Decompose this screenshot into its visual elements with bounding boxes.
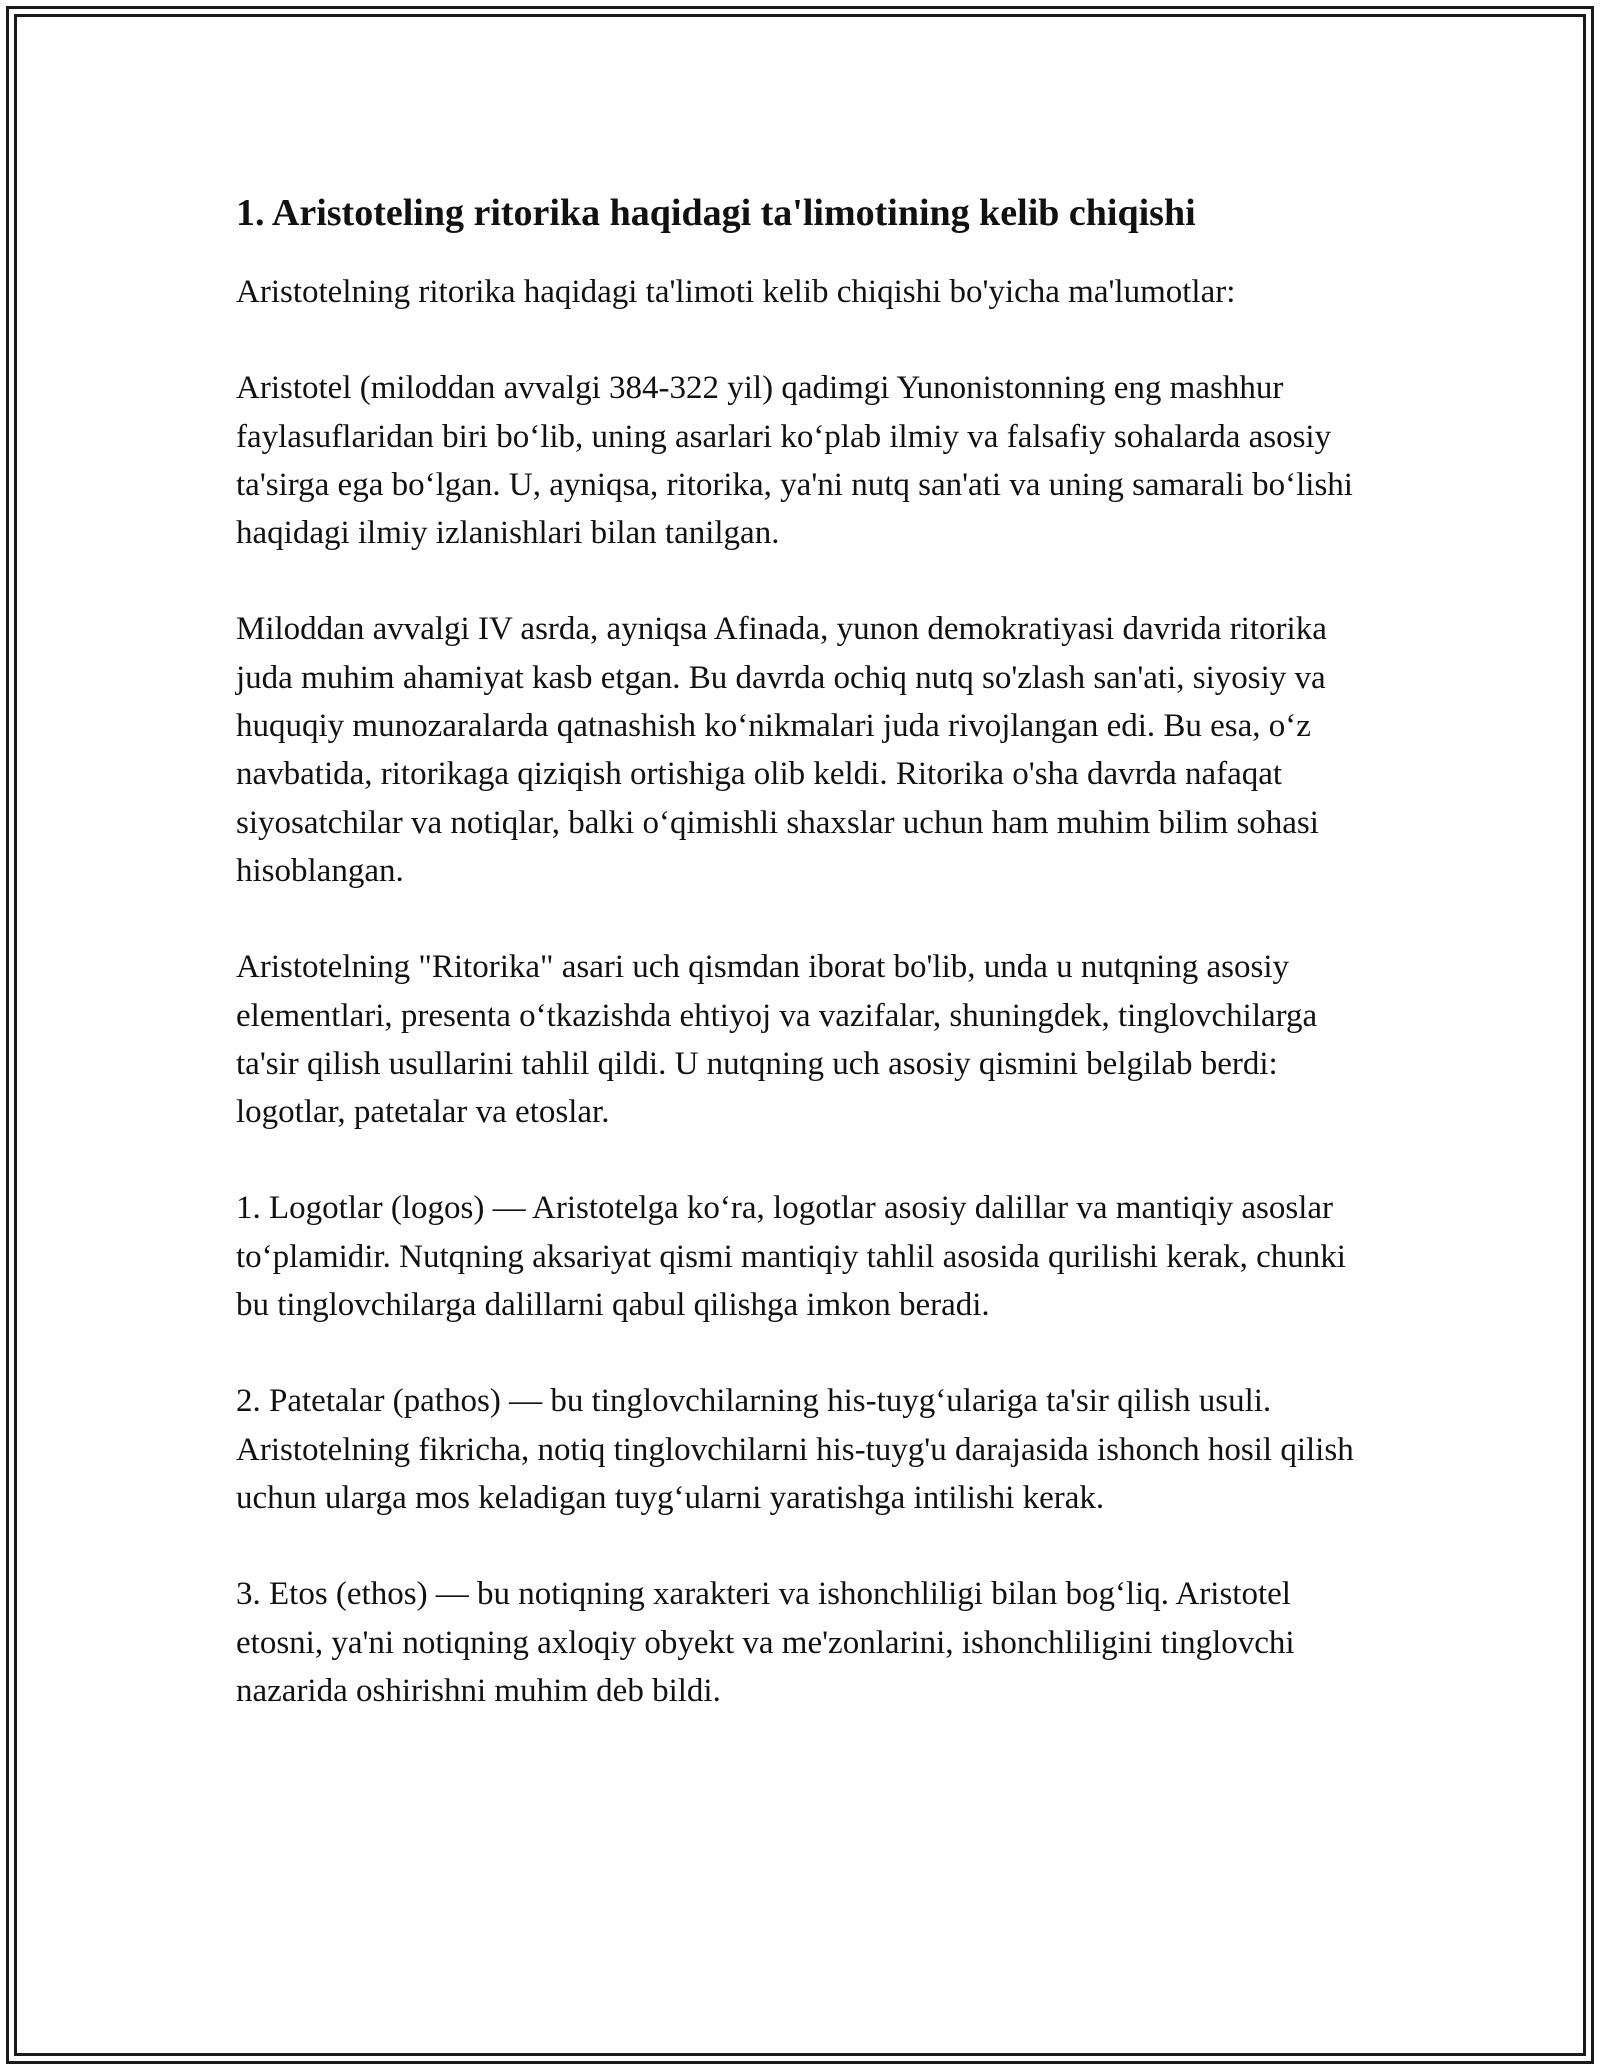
paragraph-ethos: 3. Etos (ethos) — bu notiqning xarakteri va ishonchliligi bilan bog‘liq. Aristotel etosni, ya'ni notiqning axloqiy obyekt va me'zonlarini, ishonchliligini tinglovchi nazarida oshirishni muhim deb bildi.	[236, 1576, 1295, 1709]
paragraph-rhetoric-work: Aristotelning "Ritorika" asari uch qismdan iborat bo'lib, unda u nutqning asosiy elementlari, presenta o‘tkazishda ehtiyoj va vazifalar, shuningdek, tinglovchilarga ta'sir qilish usullarini tahlil qildi. U nutqning uch asosiy qismini belgilab berdi: logotlar, patetalar va etoslar.	[236, 949, 1318, 1131]
paragraph-aristotle-bio: Aristotel (miloddan avvalgi 384-322 yil) qadimgi Yunonistonning eng mashhur faylasuflaridan biri bo‘lib, uning asarlari ko‘plab ilmiy va falsafiy sohalarda asosiy ta'sirga ega bo‘lgan. U, ayniqsa, ritorika, ya'ni nutq san'ati va uning samarali bo‘lishi haqidagi ilmiy izlanishlari bilan tanilgan.	[236, 370, 1353, 552]
paragraph-athens-context: Miloddan avvalgi IV asrda, ayniqsa Afinada, yunon demokratiyasi davrida ritorika juda muhim ahamiyat kasb etgan. Bu davrda ochiq nutq so'zlash san'ati, siyosiy va huquqiy munozaralarda qatnashish ko‘nikmalari juda rivojlangan edi. Bu esa, o‘z navbatida, ritorikaga qiziqish ortishiga olib keldi. Ritorika o'sha davrda nafaqat siyosatchilar va notiqlar, balki o‘qimishli shaxslar uchun ham muhim bilim sohasi hisoblangan.	[236, 611, 1327, 889]
document-title: 1. Aristoteling ritorika haqidagi ta'limotining kelib chiqishi	[236, 192, 1196, 234]
intro-paragraph: Aristotelning ritorika haqidagi ta'limoti kelib chiqishi bo'yicha ma'lumotlar:	[236, 274, 1236, 310]
paragraph-logos: 1. Logotlar (logos) — Aristotelga ko‘ra, logotlar asosiy dalillar va mantiqiy asoslar to‘plamidir. Nutqning aksariyat qismi mantiqiy tahlil asosida qurilishi kerak, chunki bu tinglovchilarga dalillarni qabul qilishga imkon beradi.	[236, 1190, 1346, 1324]
document-body	[236, 188, 1366, 1763]
paragraph-pathos: 2. Patetalar (pathos) — bu tinglovchilarning his-tuyg‘ulariga ta'sir qilish usuli. Aristotelning fikricha, notiq tinglovchilarni his-tuyg'u darajasida ishonch hosil qilish uchun ularga mos keladigan tuyg‘ularni yaratishga intilishi kerak.	[236, 1383, 1354, 1516]
